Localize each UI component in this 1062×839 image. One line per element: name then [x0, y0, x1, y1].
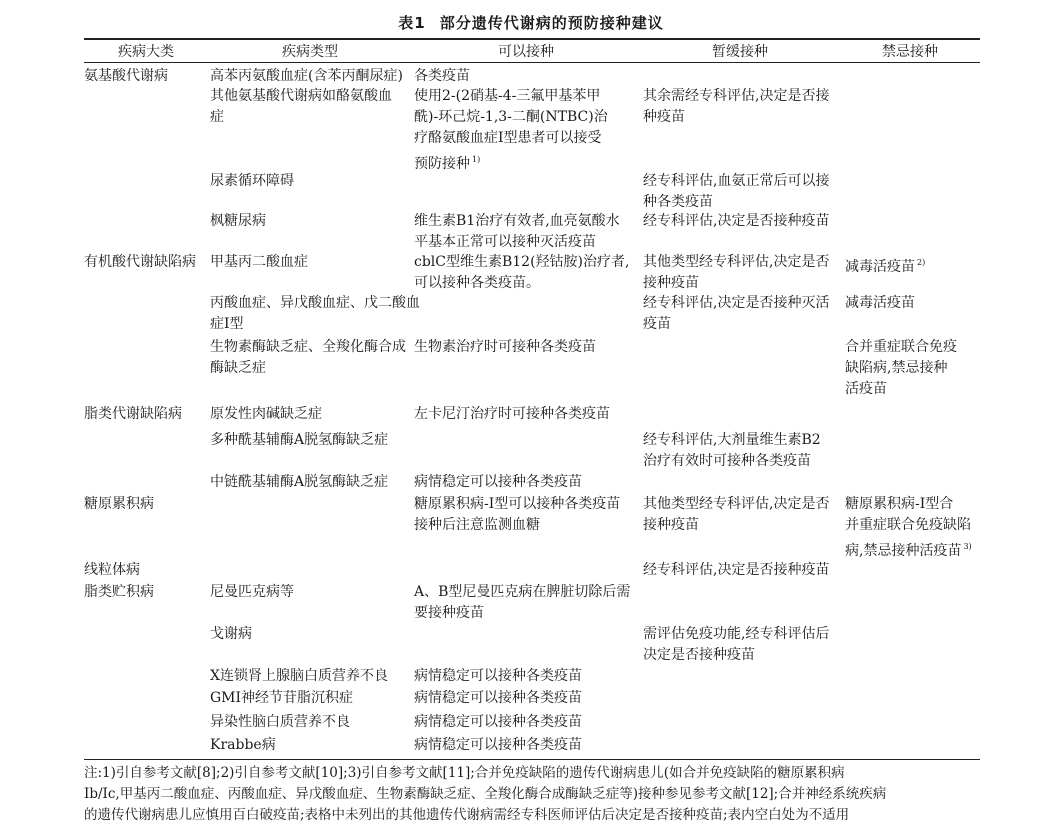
cell-text: A、B型尼曼匹克病在脾脏切除后需 [414, 584, 631, 600]
cell-text: 其余需经专科评估,决定是否接 [643, 88, 830, 104]
cell-text: 减毒活疫苗 [845, 295, 915, 311]
cell-text: 疗酪氨酸血症Ⅰ型患者可以接受 [414, 130, 602, 146]
cell-line [643, 494, 829, 515]
cell-type [210, 86, 392, 128]
cell-text: 要接种疫苗 [414, 605, 484, 621]
cell-line [210, 314, 420, 335]
cell-contra [845, 494, 972, 562]
cell-text: 尼曼匹克病等 [210, 584, 294, 600]
cell-line [84, 494, 154, 515]
cell-text: 异染性脑白质营养不良 [210, 714, 350, 730]
cell-line [210, 624, 252, 645]
cell-line [210, 688, 353, 709]
cell-contra [845, 293, 915, 314]
table-caption: 部分遗传代谢病的预防接种建议 [439, 14, 664, 32]
cell-type [210, 293, 420, 335]
cell-line [643, 86, 829, 107]
cell-text: 预防接种 [414, 156, 470, 172]
cell-text: 其他类型经专科评估,决定是否 [643, 496, 830, 512]
cell-text: 疫苗 [643, 316, 671, 332]
cell-line [414, 582, 630, 603]
cell-text: 左卡尼汀治疗时可接种各类疫苗 [414, 406, 610, 422]
header-rule [84, 62, 980, 63]
cell-line [210, 252, 308, 273]
cell-line [643, 624, 829, 645]
cell-text: 糖原累积病-Ⅰ型合 [845, 496, 954, 512]
cell-type [210, 430, 388, 451]
cell-line [210, 582, 294, 603]
cell-line [84, 66, 168, 87]
cell-line [845, 358, 957, 379]
footnote-marker: 1) [472, 155, 481, 164]
cell-text: 糖原累积病 [84, 496, 154, 512]
cell-line [210, 358, 406, 379]
cell-line [845, 379, 957, 400]
table-number: 表1 [398, 14, 426, 32]
cell-text: 氨基酸代谢病 [84, 68, 168, 84]
cell-defer [643, 624, 829, 666]
header-category: 疾病大类 [118, 44, 174, 60]
cell-text: 种各类疫苗 [643, 194, 713, 210]
cell-line [210, 171, 294, 192]
cell-line [414, 712, 582, 733]
cell-text: 可以接种各类疫苗。 [414, 275, 540, 291]
cell-type [210, 472, 388, 493]
footnote-marker: 3) [963, 542, 972, 551]
cell-text: 症 [210, 109, 224, 125]
cell-category [84, 494, 154, 515]
cell-line [414, 666, 582, 687]
cell-text: 丙酸血症、异戊酸血症、戊二酸血 [210, 295, 420, 311]
cell-type [210, 211, 266, 232]
cell-can [414, 337, 596, 358]
cell-line [210, 472, 388, 493]
cell-defer [643, 494, 829, 536]
cell-text: 生物素酶缺乏症、全羧化酶合成 [210, 339, 406, 355]
cell-line [845, 293, 915, 314]
cell-text: 经专科评估,血氨正常后可以接 [643, 173, 830, 189]
cell-line [845, 536, 972, 562]
cell-line [210, 66, 403, 87]
cell-can [414, 712, 582, 733]
cell-can [414, 666, 582, 687]
cell-can [414, 582, 630, 624]
cell-defer [643, 252, 829, 294]
cell-can [414, 688, 582, 709]
cell-type [210, 688, 353, 709]
cell-line [643, 430, 821, 451]
cell-line [414, 252, 629, 273]
cell-text: 酰)-环己烷-1,3-二酮(NTBC)治 [414, 109, 608, 125]
cell-line [210, 337, 406, 358]
cell-text: 缺陷病,禁忌接种 [845, 360, 948, 376]
cell-type [210, 337, 406, 379]
cell-line [414, 515, 620, 536]
cell-line [414, 472, 582, 493]
cell-type [210, 735, 276, 756]
cell-text: 线粒体病 [84, 562, 140, 578]
cell-text: 病情稳定可以接种各类疫苗 [414, 668, 582, 684]
cell-can [414, 86, 608, 175]
cell-text: 经专科评估,决定是否接种灭活 [643, 295, 830, 311]
note-line: Ⅰb/Ⅰc,甲基丙二酸血症、丙酸血症、异戊酸血症、生物素酶缺乏症、全羧化酶合成酶缺乏症等)接种参见参考文献[12];合并神经系统疾病 [84, 786, 887, 802]
cell-text: 病情稳定可以接种各类疫苗 [414, 474, 582, 490]
cell-text: 有机酸代谢缺陷病 [84, 254, 196, 270]
cell-line [643, 273, 829, 294]
cell-text: 症Ⅰ型 [210, 316, 244, 332]
cell-category [84, 404, 182, 425]
cell-text: Krabbe病 [210, 737, 276, 753]
cell-line [414, 273, 629, 294]
cell-line [845, 337, 957, 358]
cell-text: 中链酰基辅酶A脱氢酶缺乏症 [210, 474, 389, 490]
cell-line [84, 560, 140, 581]
cell-text: 活疫苗 [845, 381, 887, 397]
cell-defer [643, 560, 829, 581]
cell-line [84, 582, 154, 603]
cell-text: 病情稳定可以接种各类疫苗 [414, 714, 582, 730]
cell-type [210, 171, 294, 192]
cell-line [845, 494, 972, 515]
cell-line [414, 128, 608, 149]
cell-text: 需评估免疫功能,经专科评估后 [643, 626, 830, 642]
cell-text: X连锁肾上腺脑白质营养不良 [210, 668, 388, 684]
bottom-rule [84, 759, 980, 760]
header-defer: 暂缓接种 [712, 44, 768, 60]
cell-text: 尿素循环障碍 [210, 173, 294, 189]
cell-type [210, 404, 322, 425]
note-line: 注:1)引自参考文献[8];2)引自参考文献[10];3)引自参考文献[11];合并免疫缺陷的遗传代谢病患儿(如合并免疫缺陷的糖原累积病 [84, 765, 845, 781]
cell-text: 维生素B1治疗有效者,血亮氨酸水 [414, 213, 620, 229]
cell-type [210, 666, 388, 687]
cell-text: 使用2-(2硝基-4-三氟甲基苯甲 [414, 88, 601, 104]
cell-text: 决定是否接种疫苗 [643, 647, 755, 663]
cell-category [84, 66, 168, 87]
cell-line [210, 430, 388, 451]
cell-text: 原发性肉碱缺乏症 [210, 406, 322, 422]
cell-line [210, 404, 322, 425]
cell-line [414, 211, 620, 232]
cell-line [210, 735, 276, 756]
cell-type [210, 582, 294, 603]
cell-line [210, 107, 392, 128]
cell-line [845, 515, 972, 536]
table-note [84, 763, 980, 826]
cell-can [414, 66, 470, 87]
cell-line [414, 404, 610, 425]
footnote-marker: 2) [917, 258, 926, 267]
cell-line [84, 252, 196, 273]
cell-type [210, 66, 403, 87]
cell-line [414, 232, 620, 253]
cell-text: 枫糖尿病 [210, 213, 266, 229]
cell-text: 种疫苗 [643, 109, 685, 125]
cell-type [210, 252, 308, 273]
cell-text: 各类疫苗 [414, 68, 470, 84]
cell-text: 接种疫苗 [643, 517, 699, 533]
cell-text: 酶缺乏症 [210, 360, 266, 376]
cell-type [210, 712, 350, 733]
cell-text: 病情稳定可以接种各类疫苗 [414, 737, 582, 753]
cell-text: 平基本正常可以接种灭活疫苗 [414, 234, 596, 250]
cell-text: 经专科评估,决定是否接种疫苗 [643, 562, 830, 578]
cell-text: 多种酰基辅酶A脱氢酶缺乏症 [210, 432, 389, 448]
cell-category [84, 560, 140, 581]
cell-line [643, 645, 829, 666]
cell-text: 其他氨基酸代谢病如酪氨酸血 [210, 88, 392, 104]
top-rule [84, 38, 980, 40]
cell-can [414, 735, 582, 756]
cell-text: 接种后注意监测血糖 [414, 517, 540, 533]
cell-text: 甲基丙二酸血症 [210, 254, 308, 270]
cell-type [210, 624, 252, 645]
cell-line [643, 171, 829, 192]
cell-text: 并重症联合免疫缺陷 [845, 517, 971, 533]
cell-line [414, 688, 582, 709]
cell-text: 合并重症联合免疫 [845, 339, 957, 355]
cell-line [643, 451, 821, 472]
cell-line [210, 666, 388, 687]
cell-text: GMI神经节苷脂沉积症 [210, 690, 354, 706]
cell-text: 经专科评估,决定是否接种疫苗 [643, 213, 830, 229]
cell-text: 糖原累积病-Ⅰ型可以接种各类疫苗 [414, 496, 621, 512]
cell-line [210, 712, 350, 733]
cell-line [84, 404, 182, 425]
header-contra: 禁忌接种 [882, 44, 938, 60]
cell-line [643, 252, 829, 273]
cell-can [414, 211, 620, 253]
cell-line [414, 337, 596, 358]
header-type: 疾病类型 [282, 44, 338, 60]
cell-defer [643, 293, 829, 335]
cell-text: 脂类代谢缺陷病 [84, 406, 182, 422]
cell-text: 高苯丙氨酸血症(含苯丙酮尿症) [210, 68, 403, 84]
cell-line [643, 107, 829, 128]
cell-can [414, 252, 629, 294]
cell-text: 病,禁忌接种活疫苗 [845, 543, 962, 559]
header-can: 可以接种 [498, 44, 554, 60]
cell-line [210, 211, 266, 232]
cell-line [643, 560, 829, 581]
cell-defer [643, 171, 829, 213]
cell-line [414, 735, 582, 756]
cell-text: 减毒活疫苗 [845, 259, 915, 275]
cell-line [414, 149, 608, 175]
note-line: 的遗传代谢病患儿应慎用百白破疫苗;表格中未列出的其他遗传代谢病需经专科医师评估后决定是否接种疫苗;表内空白处为不适用 [84, 807, 850, 823]
cell-defer [643, 430, 821, 472]
cell-category [84, 582, 154, 603]
cell-line [414, 494, 620, 515]
cell-text: 生物素治疗时可接种各类疫苗 [414, 339, 596, 355]
cell-text: 经专科评估,大剂量维生素B2 [643, 432, 821, 448]
cell-text: 戈谢病 [210, 626, 252, 642]
table-title [0, 12, 1062, 33]
cell-can [414, 404, 610, 425]
cell-line [210, 86, 392, 107]
cell-text: 治疗有效时可接种各类疫苗 [643, 453, 811, 469]
cell-line [643, 293, 829, 314]
cell-can [414, 494, 620, 536]
cell-line [643, 192, 829, 213]
cell-text: 脂类贮积病 [84, 584, 154, 600]
cell-line [414, 603, 630, 624]
cell-line [643, 515, 829, 536]
cell-text: cblC型维生素B12(羟钴胺)治疗者, [414, 254, 630, 270]
cell-text: 接种疫苗 [643, 275, 699, 291]
cell-defer [643, 211, 829, 232]
cell-contra [845, 252, 925, 278]
cell-line [414, 107, 608, 128]
cell-line [414, 66, 470, 87]
cell-line [845, 252, 925, 278]
cell-category [84, 252, 196, 273]
cell-line [210, 293, 420, 314]
cell-text: 其他类型经专科评估,决定是否 [643, 254, 830, 270]
cell-line [414, 86, 608, 107]
cell-can [414, 472, 582, 493]
cell-contra [845, 337, 957, 400]
cell-defer [643, 86, 829, 128]
cell-line [643, 314, 829, 335]
cell-line [643, 211, 829, 232]
cell-text: 病情稳定可以接种各类疫苗 [414, 690, 582, 706]
